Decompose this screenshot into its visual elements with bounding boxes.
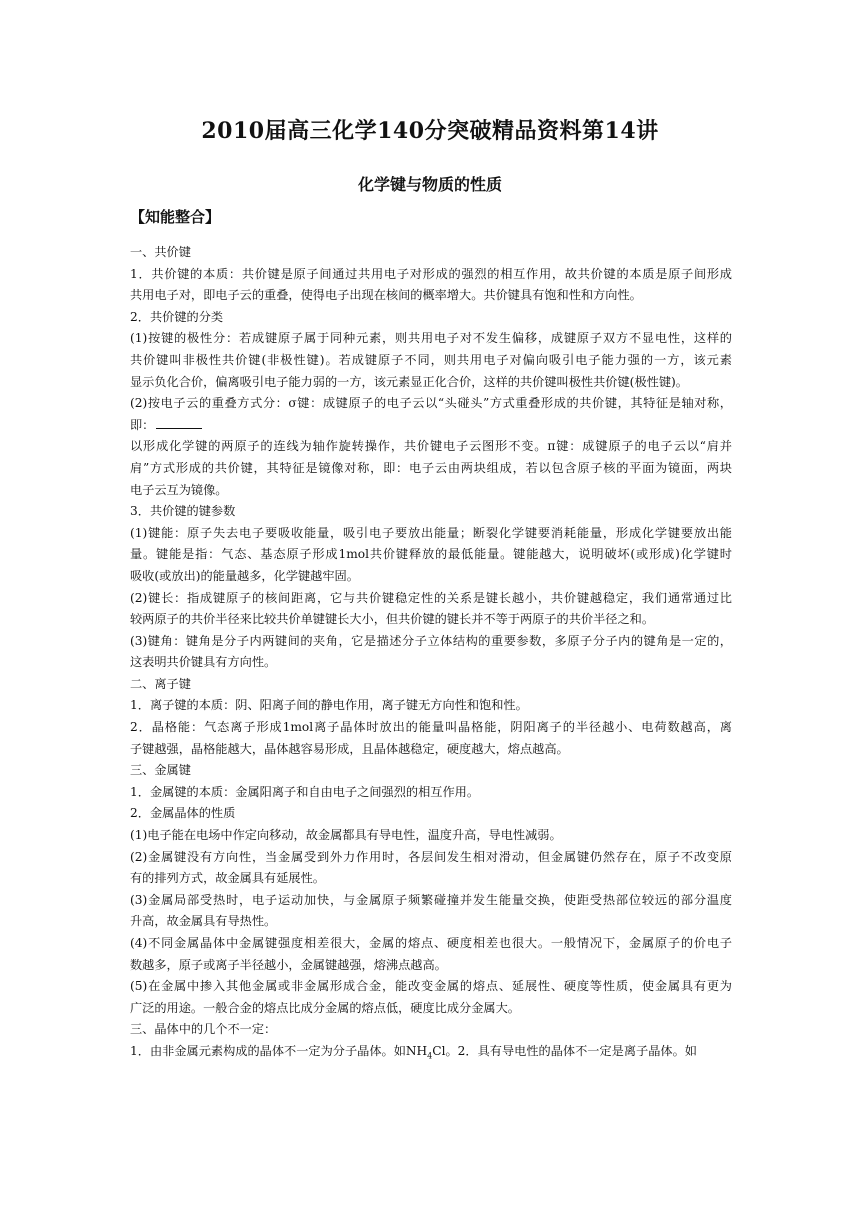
fill-in-blank (156, 416, 202, 429)
text-line: 1．金属键的本质：金属阳离子和自由电子之间强烈的相互作用。 (130, 784, 480, 799)
text-line: (4)不同金属晶体中金属键强度相差很大，金属的熔点、硬度相差也很大。一般情况下，金属原子的价电子 (130, 936, 732, 950)
text-line: (3)键角：键角是分子内两键间的夹角，它是描述分子立体结构的重要参数，多原子分子内的键角是一定的， (130, 633, 732, 648)
text-line: (1)按键的极性分：若成键原子属于同种元素，则共用电子对不发生偏移，成键原子双方不显电性，这样的 (130, 331, 732, 346)
text-line: 以形成化学键的两原子的连线为轴作旋转操作，共价键电子云图形不变。π键：成键原子的电子云以“肩并 (130, 439, 732, 454)
text-line: (2)键长：指成键原子的核间距离，它与共价键稳定性的关系是键长越小，共价键越稳定，我们通常通过比 (130, 590, 732, 605)
text-line: 三、金属键 (130, 763, 191, 778)
text-line (130, 415, 732, 437)
text-line: 3．共价键的键参数 (130, 504, 236, 519)
text-line: 二、离子键 (130, 676, 191, 691)
text-line: 显示负化合价，偏离吸引电子能力弱的一方，该元素显正化合价，这样的共价键叫极性共价键(极性键)。 (130, 374, 688, 389)
text-line: 2．金属晶体的性质 (130, 806, 236, 821)
text-line: 2．晶格能：气态离子形成1mol离子晶体时放出的能量叫晶格能，阴阳离子的半径越小、电荷数越高，离 (130, 720, 732, 735)
text-fragment: Cl。2．具有导电性的晶体不一定是离子晶体。如 (432, 1043, 697, 1058)
text-line (130, 1041, 732, 1063)
page-subtitle: 化学键与物质的性质 (357, 175, 502, 194)
text-line: 共价键叫非极性共价键(非极性键)。若成键原子不同，则共用电子对偏向吸引电子能力强的一方，该元素 (130, 352, 732, 367)
text-line: (5)在金属中掺入其他金属或非金属形成合金，能改变金属的熔点、延展性、硬度等性质，使金属具有更为 (130, 979, 732, 994)
section-heading: 【知能整合】 (130, 208, 221, 226)
page-title: 2010届高三化学140分突破精品资料第14讲 (201, 118, 659, 144)
text-line: (3)金属局部受热时，电子运动加快，与金属原子频繁碰撞并发生能量交换，使距受热部位较远的部分温度 (130, 892, 732, 907)
text-line: 共用电子对，即电子云的重叠，使得电子出现在核间的概率增大。共价键具有饱和性和方向性。 (130, 288, 642, 303)
text-line: 1．共价键的本质：共价键是原子间通过共用电子对形成的强烈的相互作用，故共价键的本质是原子间形成 (130, 266, 732, 281)
text-line: 数越多，原子或离子半径越小，金属键越强，熔沸点越高。 (130, 957, 447, 972)
text-fragment: 1．由非金属元素构成的晶体不一定为分子晶体。如NH (130, 1043, 428, 1058)
text-line: 吸收(或放出)的能量越多，化学键越牢固。 (130, 568, 359, 583)
text-line: 1．离子键的本质：阴、阳离子间的静电作用，离子键无方向性和饱和性。 (130, 698, 528, 713)
text-line: 这表明共价键具有方向性。 (130, 655, 277, 670)
text-line: 有的排列方式，故金属具有延展性。 (130, 871, 325, 886)
text-line: 升高，故金属具有导热性。 (130, 914, 277, 929)
subscript: 4 (427, 1051, 433, 1061)
text-line: (2)按电子云的重叠方式分：σ键：成键原子的电子云以“头碰头”方式重叠形成的共价键，其特征是轴对称， (130, 396, 732, 411)
text-line: 一、共价键 (130, 245, 191, 259)
text-line: (1)电子能在电场中作定向移动，故金属都具有导电性，温度升高，导电性减弱。 (130, 828, 562, 843)
text-line: 2．共价键的分类 (130, 309, 224, 324)
text-fragment: 即： (130, 417, 155, 432)
text-line: 量。键能是指：气态、基态原子形成1mol共价键释放的最低能量。键能越大，说明破坏(或形成)化学键时 (130, 547, 732, 562)
text-line: 三、晶体中的几个不一定： (130, 1022, 277, 1037)
text-line: (2)金属键没有方向性，当金属受到外力作用时，各层间发生相对滑动，但金属键仍然存在，原子不改变原 (130, 849, 732, 864)
text-line: 电子云互为镜像。 (130, 482, 228, 497)
body-text (130, 242, 732, 1063)
text-line: 肩”方式形成的共价键，其特征是镜像对称，即：电子云由两块组成，若以包含原子核的平面为镜面，两块 (130, 460, 732, 475)
text-line: 广泛的用途。一般合金的熔点比成分金属的熔点低，硬度比成分金属大。 (130, 1000, 520, 1015)
text-line: (1)键能：原子失去电子要吸收能量，吸引电子要放出能量；断裂化学键要消耗能量，形成化学键要放出能 (130, 525, 732, 540)
text-line: 子键越强，晶格能越大，晶体越容易形成，且晶体越稳定，硬度越大，熔点越高。 (130, 741, 569, 756)
text-line: 较两原子的共价半径来比较共价单键键长大小，但共价键的键长并不等于两原子的共价半径之和。 (130, 612, 655, 627)
